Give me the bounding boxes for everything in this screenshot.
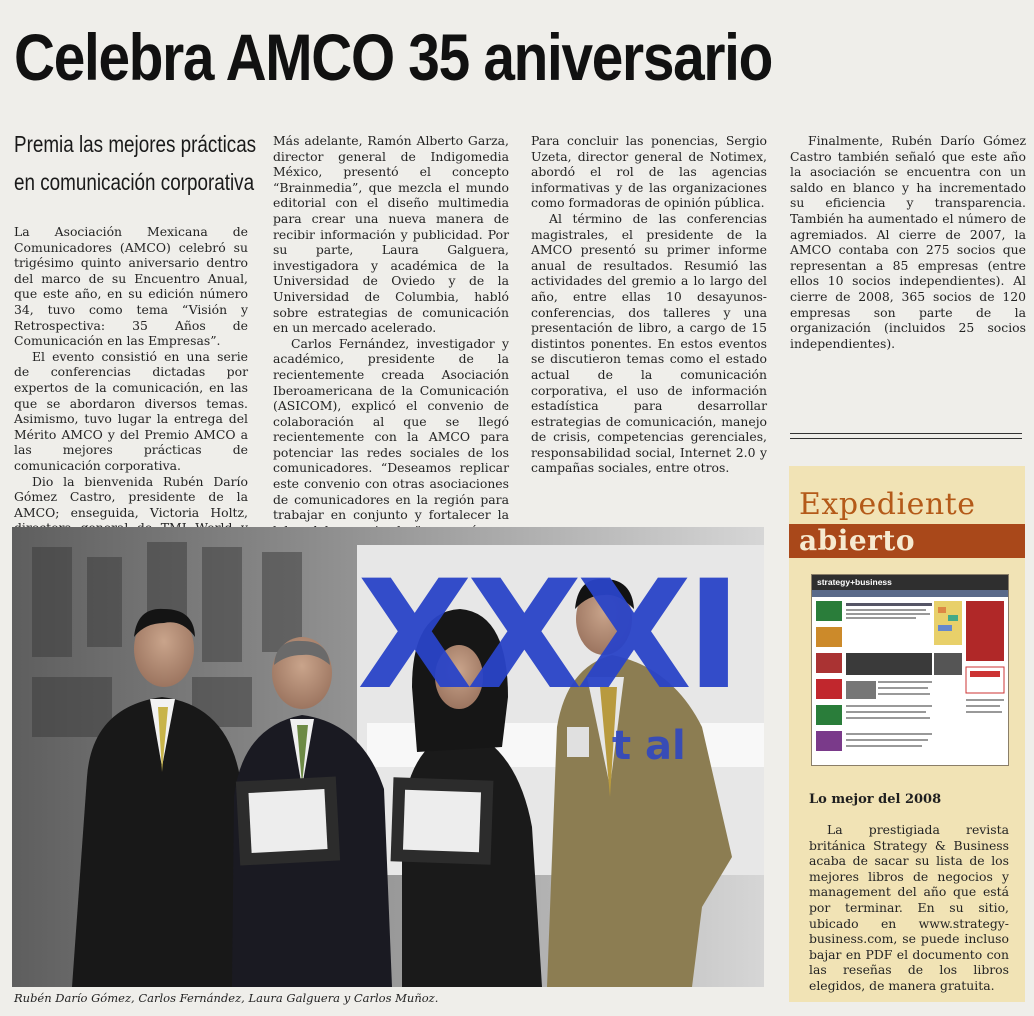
- website-content-illustration: [812, 597, 1008, 765]
- article-paragraph: Para concluir las ponencias, Sergio Uzeta, director general de Notimex, abordó el rol de las agencias informativas y de las organizaciones como formadoras de opinión pública.: [531, 133, 767, 211]
- backdrop-subtext: t al: [612, 723, 686, 769]
- article-column-4: [790, 133, 1026, 351]
- article-paragraph: Finalmente, Rubén Darío Gómez Castro también señaló que este año la asociación se encuentra con un saldo en blanco y ha incrementado su eficiencia y transparencia. También ha aumentado el número de agremiados. Al cierre de 2007, la AMCO contaba con 275 socios que representan a 85 empresas (entre ellos 10 socios independientes). Al cierre de 2008, 365 socios de 120 empresas son parte de la organización (incluidos 25 socios independientes).: [790, 133, 1026, 351]
- website-nav: [812, 590, 1008, 597]
- sidebar-section-title: Lo mejor del 2008: [809, 792, 942, 807]
- subhead-line-1: Premia las mejores prácticas: [14, 131, 257, 157]
- headline: Celebra AMCO 35 aniversario: [14, 20, 773, 94]
- article-paragraph: Más adelante, Ramón Alberto Garza, director general de Indigomedia México, presentó el concepto “Brainmedia”, que mezcla el mundo editorial con el diseño multimedia para crear una nueva manera de recibir información y publicidad. Por su parte, Laura Galguera, investigadora y académica de la Universidad de Oviedo y de la Universidad de Columbia, habló sobre estrategias de comunicación en un mercado acelerado.: [273, 133, 509, 336]
- sidebar-title-line-1: Expediente: [799, 487, 976, 522]
- website-screenshot: [811, 574, 1009, 766]
- column-divider: [790, 433, 1022, 434]
- sidebar-text: La prestigiada revista británica Strategy & Business acaba de sacar su lista de los mejores libros de negocios y management del año que está por terminar. En su sitio, ubicado en www.strategy-business.com, se puede incluso bajar en PDF el documento con las reseñas de los libros elegidos, de manera gratuita.: [809, 822, 1009, 993]
- article-paragraph: Carlos Fernández, investigador y académico, presidente de la recientemente creada Asociación Iberoamericana de la Comunicación (ASICOM), explicó el convenio de colaboración al que se llegó recientemente con la AMCO para potenciar las redes sociales de los comunicadores. “Deseamos replicar este convenio con otras asociaciones de comunicadores en la región para trabajar en conjunto y fortalecer la: [273, 335, 509, 523]
- column-divider: [790, 438, 1022, 439]
- event-photo-illustration: [12, 527, 764, 987]
- backdrop-numeral: XXXI: [357, 549, 736, 723]
- photo-caption: Rubén Darío Gómez, Carlos Fernández, Laura Galguera y Carlos Muñoz.: [14, 991, 439, 1005]
- subheadline: [14, 125, 257, 201]
- sidebar-box: [789, 466, 1025, 1002]
- website-header: [812, 575, 1008, 590]
- sidebar-title-band: [789, 524, 1025, 558]
- event-photo: [12, 527, 764, 987]
- website-name: strategy+business: [817, 577, 892, 587]
- subhead-line-2: en comunicación corporativa: [14, 169, 255, 195]
- article-paragraph: La Asociación Mexicana de Comunicadores (AMCO) celebró su trigésimo quinto aniversario dentro del marco de su Encuentro Anual, que este año, en su edición número 34, tuvo como tema “Visión y Retrospectiva: 35 Años de Comunicación en las Empresas”.: [14, 224, 248, 349]
- article-paragraph: Dio la bienvenida Rubén Darío Gómez Castro, presidente de la AMCO; enseguida, Victoria Holtz,: [14, 473, 248, 520]
- article-column-2: [273, 133, 509, 538]
- article-paragraph: El evento consistió en una serie de conferencias dictadas por expertos de la comunicación, en las que se abordaron diversos temas. Asimismo, tuvo lugar la entrega del Mérito AMCO y del Premio AMCO a las mejores prácticas de comunicación corporativa.: [14, 348, 248, 473]
- sidebar-title-line-2: abierto: [799, 524, 916, 557]
- article-paragraph: Al término de las conferencias magistrales, el presidente de la AMCO presentó su primer informe anual de resultados. Resumió las actividades del gremio a lo largo del año, entre ellas 10 desayunos-conferencias, dos talleres y una presentación de libro, a cargo de 15 distintos ponentes. En estos eventos se discutieron temas como el estado actual de la comunicación corporativa, el uso de información estadística para desarrollar estrategias de comunicación, manejo de crisis, competencias gerenciales, responsabilidad social, Internet 2.0 y campañas sociales, entre otros.: [531, 210, 767, 476]
- article-column-3: [531, 133, 767, 476]
